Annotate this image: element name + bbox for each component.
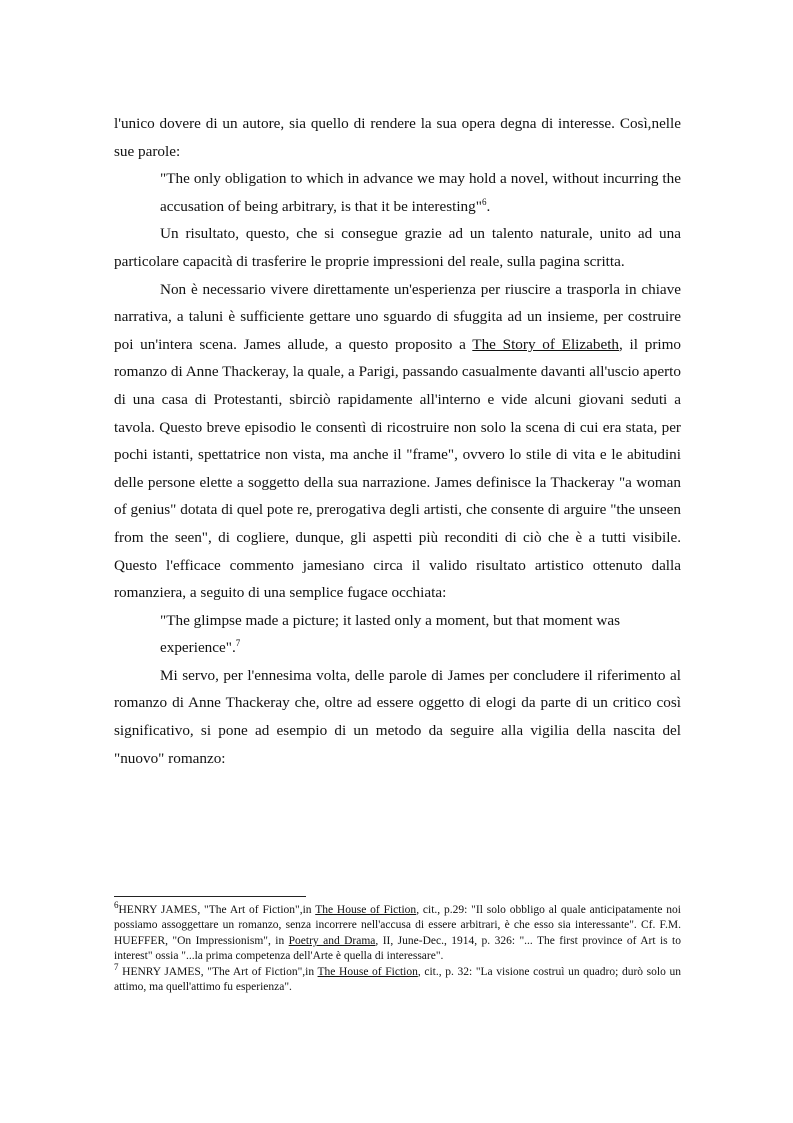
- quote-2-line-1: "The glimpse made a picture; it lasted only a moment, but that moment was: [160, 611, 621, 629]
- footnote-divider: [114, 896, 306, 897]
- paragraph-4: Mi servo, per l'ennesima volta, delle parole di James per concludere il riferimento al romanzo di Anne Thackeray che, oltre ad essere oggetto di elogi da parte di un critico così significativo, si pone ad esempio di un metodo da seguire alla vigilia della nascita del "nuovo" romanzo:: [114, 666, 681, 767]
- footnote-ref-6[interactable]: 6: [481, 196, 487, 207]
- quote-2-line-2: experience".$^7$: [160, 638, 241, 657]
- footnote-6-title-2: Poetry and Drama: [288, 934, 376, 947]
- paragraph-1: l'unico dovere di un autore, sia quello di rendere la sua opera degna di interesse. Così,nelle sue parole:: [114, 115, 681, 160]
- paragraph-3: Non è necessario vivere direttamente un'esperienza per riuscire a trasporla in chiave narrativa, a taluni è sufficiente gettare uno sguardo di sfuggita ad un insieme, per costruire poi un'intera scena. James allude, a questo proposito a The Story of Elizabeth, il primo romanzo di Anne Thackeray, la quale, a Parigi, passando casualmente davanti all'uscio aperto di una casa di Protestanti, sbirciò rapidamente all'interno e vide alcuni giovani seduti a tavola. Questo breve episodio le consentì di ricostruire non solo la scena di cui era stata, per pochi istanti, spettatrice non vista, ma anche il "frame", ovvero lo stile di vita e le abitudini delle persone elette a soggetto della sua narrazione. James definisce la Thackeray "a woman of genius" dotata di quel pote re, prerogativa degli artisti, che consente di arguire "the unseen from the seen", di cogliere, dunque, gli aspetti più reconditi di ciò che è a tutti visibile. Questo l'efficace commento jamesiano circa il valido risultato artistico ottenuto dalla romanziera, a seguito di una semplice fugace occhiata:: [114, 280, 682, 602]
- footnote-6-title: The House of Fiction: [315, 904, 417, 916]
- page-body: [114, 110, 681, 772]
- book-title-story-of-elizabeth: The Story of Elizabeth: [472, 335, 620, 353]
- footnote-ref-7[interactable]: 7: [235, 638, 241, 649]
- quote-1: "The only obligation to which in advance we may hold a novel, without incurring the accusation of being arbitrary, is that it be interesting"$^6$.: [160, 170, 681, 215]
- footnote-7-title: The House of Fiction: [317, 965, 418, 978]
- footnotes: [114, 896, 681, 995]
- footnote-6: $^6$HENRY JAMES, "The Art of Fiction",in The House of Fiction, cit., p.29: "Il solo obbligo al quale anticipatamente noi possiamo assoggettare un romanzo, senza incorrere nell'accusa di essere arbitrari, è che esso sia interessante". Cf. F.M. HUEFFER, "On Impressionism", in Poetry and Drama, II, June-Dec., 1914, p. 326: "... The first province of Art is to interest" ossia "...la prima competenza dell'Arte è quella di interessare".: [114, 900, 682, 963]
- footnote-7: $^7$ HENRY JAMES, "The Art of Fiction",in The House of Fiction, cit., p. 32: "La visione costruì un quadro; durò solo un attimo, ma quell'attimo fu esperienza".: [114, 961, 681, 994]
- paragraph-2: Un risultato, questo, che si consegue grazie ad un talento naturale, unito ad una particolare capacità di trasferire le proprie impressioni del reale, sulla pagina scritta.: [114, 225, 681, 270]
